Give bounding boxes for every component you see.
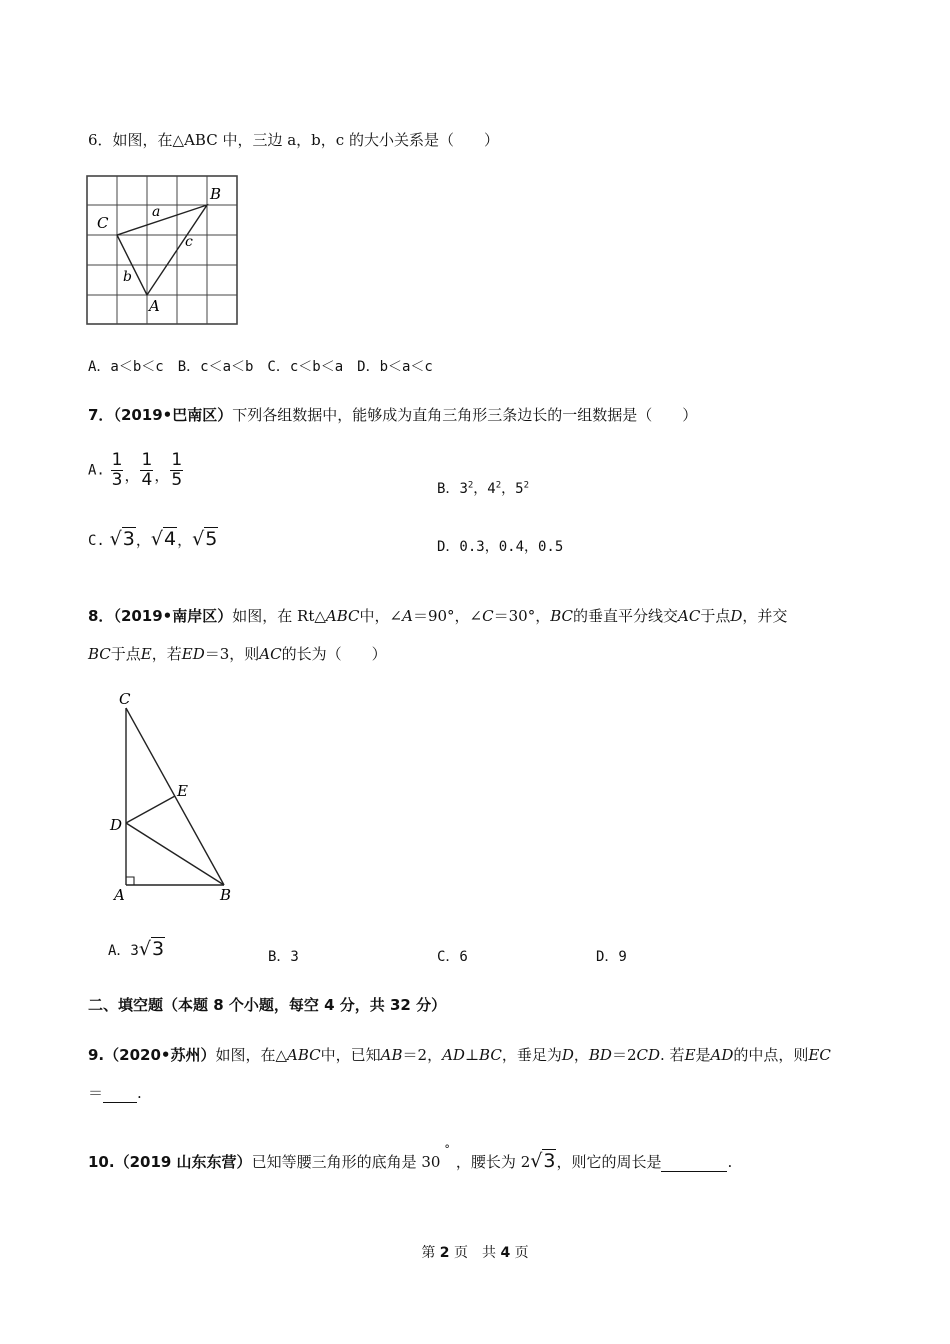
question-8-option-a: A．3√3 — [108, 938, 165, 960]
question-6-options: A．a＜b＜c B．c＜a＜b C．c＜b＜a D．b＜a＜c — [88, 359, 433, 375]
right-angle-mark — [126, 877, 134, 885]
question-6-stem: 6．如图，在△ABC 中，三边 a，b，c 的大小关系是（ ） — [88, 131, 499, 149]
page-footer: 第 2 页 共 4 页 — [421, 1245, 529, 1261]
question-7-stem — [88, 404, 697, 425]
question-number: 7． — [88, 406, 114, 424]
segment-de — [126, 796, 175, 823]
question-8-line-1: 8．（2019•南岸区）如图，在 Rt△ABC中，∠A＝90°，∠C＝30°，BC的垂直平分线交AC于点D，并交 — [88, 607, 788, 625]
question-8-option-d: D．9 — [596, 949, 627, 965]
label-b: b — [123, 269, 132, 285]
sqrt-3: √3 — [109, 528, 135, 550]
question-7-option-c: C. √3，√4，√5 — [88, 528, 218, 550]
section-2-heading: 二、填空题（本题 8 个小题，每空 4 分，共 32 分） — [88, 996, 447, 1014]
answer-blank[interactable] — [661, 1155, 727, 1172]
question-7-option-a: A. $\frac{1}{3}$ ， $\frac{1}{4}$ ， $\frac{1}{5}$ — [88, 450, 183, 490]
answer-blank[interactable] — [103, 1086, 137, 1103]
question-6-grid-figure — [86, 175, 239, 327]
question-source: （2019•巴南区） — [113, 406, 233, 424]
sqrt-4: √4 — [150, 528, 177, 550]
question-7-option-b: B．$3^2$，$4^2$，$5^2$ — [437, 480, 530, 497]
label-A: A — [114, 886, 125, 904]
label-C: C — [119, 690, 131, 708]
sqrt-5: √5 — [192, 528, 218, 550]
fraction-1-4: $\frac{1}{4}$ — [141, 450, 153, 490]
question-10-line: 10.（2019 山东东营）已知等腰三角形的底角是 30°，腰长为 2√3，则它的周长是 . — [88, 1143, 733, 1172]
question-7-option-d: D．0.3，0.4，0.5 — [437, 539, 564, 555]
label-A: A — [149, 297, 160, 315]
label-E: E — [177, 782, 188, 800]
question-text: 下列各组数据中，能够成为直角三角形三条边长的一组数据是（ ） — [232, 406, 698, 424]
question-8-option-c: C．6 — [437, 949, 468, 965]
fraction-1-3: $\frac{1}{3}$ — [111, 450, 123, 490]
question-8-line-2: BC于点E，若ED＝3，则AC的长为（ ） — [88, 645, 387, 663]
question-8-triangle-figure — [105, 688, 245, 908]
label-B: B — [210, 185, 222, 203]
label-B: B — [220, 886, 232, 904]
question-8-option-b: B．3 — [268, 949, 299, 965]
question-9-line-1: 9.（2020•苏州）如图，在△ABC中，已知AB＝2，AD⊥BC，垂足为D，BD＝2CD. 若E是AD的中点，则EC — [88, 1046, 831, 1064]
label-a: a — [152, 204, 161, 220]
label-D: D — [110, 816, 123, 834]
segment-db — [126, 823, 224, 885]
label-c: c — [185, 234, 193, 250]
question-9-line-2: ＝ . — [88, 1084, 142, 1102]
option-label: A. — [88, 462, 105, 479]
label-C: C — [97, 214, 109, 232]
fraction-1-5: $\frac{1}{5}$ — [171, 450, 183, 490]
